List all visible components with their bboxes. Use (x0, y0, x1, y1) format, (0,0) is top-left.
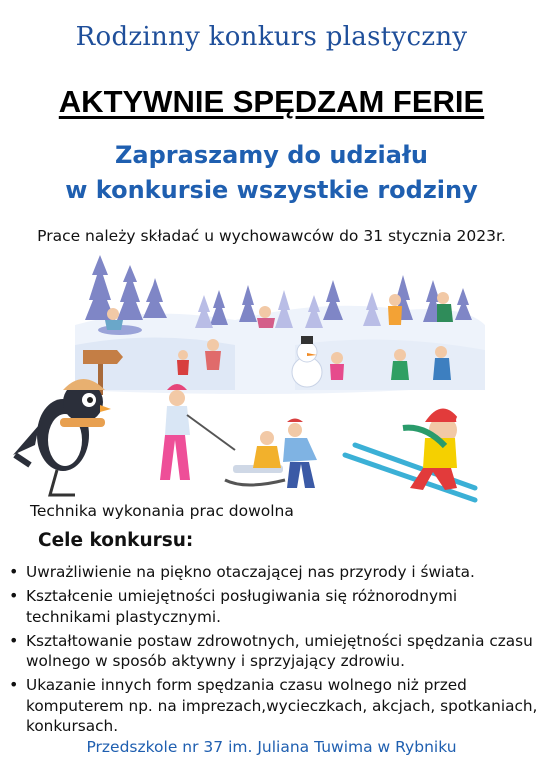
poster-headline: AKTYWNIE SPĘDZAM FERIE (58, 84, 485, 119)
goal-item: • Kształtowanie postaw zdrowotnych, umiejętności spędzania czasu wolnego w sposób aktywny i sprzyjający zdrowiu. (6, 631, 538, 672)
invite-line-2: w konkursie wszystkie rodziny (65, 176, 478, 204)
deadline-text: Prace należy składać u wychowawców do 31 stycznia 2023r. (37, 227, 506, 245)
goal-item: • Ukazanie innych form spędzania czasu wolnego niż przed komputerem np. na imprezach,wycieczkach, akcjach, spotkaniach, konkursach. (6, 675, 538, 737)
goal-item: • Kształcenie umiejętności posługiwania się różnorodnymi technikami plastycznymi. (6, 586, 538, 627)
sled-icon (160, 384, 317, 488)
poster-kicker: Rodzinny konkurs plastyczny (75, 22, 468, 52)
winter-scene-illustration (5, 250, 540, 505)
skier-icon (345, 409, 475, 501)
goal-item: • Uwrażliwienie na piękno otaczającej nas przyrody i świata. (6, 562, 538, 583)
invite-line-1: Zapraszamy do udziału (115, 141, 428, 169)
goals-list (6, 562, 538, 740)
technique-text: Technika wykonania prac dowolna (30, 502, 294, 520)
goals-heading: Cele konkursu: (38, 530, 194, 551)
penguin-skating-icon (13, 379, 111, 495)
organizer-footer: Przedszkole nr 37 im. Juliana Tuwima w Rybniku (86, 738, 457, 756)
